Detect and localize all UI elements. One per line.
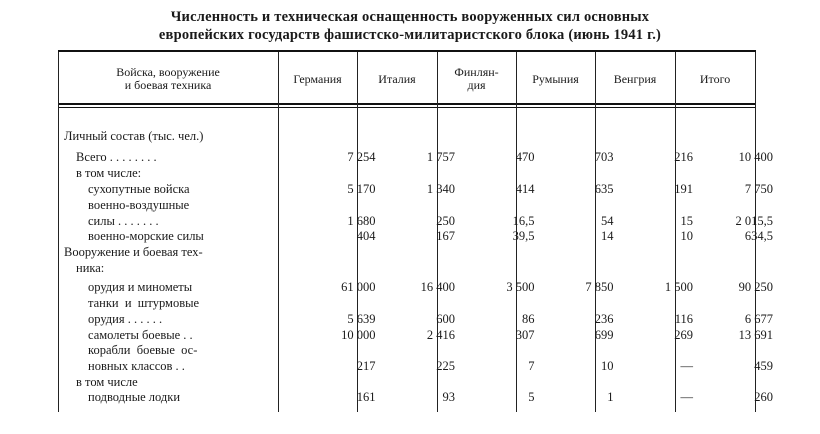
cell-value: 1 340 xyxy=(426,182,455,196)
cell-value: 2 015,5 xyxy=(735,214,773,228)
table-row xyxy=(60,165,760,181)
cell-value: 14 xyxy=(601,229,614,243)
cell-value: 161 xyxy=(356,390,376,404)
row-label: Вооружение и боевая тех- xyxy=(64,245,203,259)
cell-value: 250 xyxy=(436,214,455,228)
cell-value: 7 850 xyxy=(585,280,614,294)
cell-value: 10 xyxy=(601,359,614,373)
table-title-line-1: Численность и техническая оснащенность вооруженных сил основных xyxy=(170,9,650,25)
cell-value: 703 xyxy=(594,150,614,164)
cell-value: 191 xyxy=(674,182,693,196)
cell-value: 7 254 xyxy=(347,150,376,164)
row-label: подводные лодки xyxy=(88,390,181,404)
cell-value: 86 xyxy=(522,312,535,326)
cell-value: 13 691 xyxy=(738,328,773,342)
cell-value: 10 xyxy=(680,229,693,243)
table-row xyxy=(60,197,760,213)
cell-value: 470 xyxy=(515,150,535,164)
cell-value: 1 xyxy=(607,390,614,404)
cell-value: 10 400 xyxy=(738,150,773,164)
table-row xyxy=(60,260,760,276)
row-label: самолеты боевые . . xyxy=(88,328,193,342)
table-row xyxy=(60,244,760,260)
table-row xyxy=(60,128,760,144)
cell-value: 600 xyxy=(436,312,455,326)
cell-value: 1 757 xyxy=(426,150,455,164)
table-title-line-2: европейских государств фашистско-милитаристского блока (июнь 1941 г.) xyxy=(158,27,662,43)
cell-value: 404 xyxy=(356,229,376,243)
cell-value: 699 xyxy=(594,328,614,342)
cell-value: 39,5 xyxy=(512,229,535,243)
column-header: Итого xyxy=(699,71,731,86)
cell-value: 635 xyxy=(594,182,614,196)
cell-value: 61 000 xyxy=(341,280,376,294)
cell-value: 634,5 xyxy=(744,229,773,243)
table-row xyxy=(60,374,760,390)
cell-value: 225 xyxy=(436,359,455,373)
table-row xyxy=(60,311,773,327)
table-row xyxy=(60,327,773,343)
cell-value: 459 xyxy=(754,359,773,373)
table-row xyxy=(60,358,773,374)
cell-value: 307 xyxy=(515,328,535,342)
row-label: силы . . . . . . . xyxy=(88,214,159,228)
row-label: в том числе xyxy=(76,375,138,389)
row-label: Личный состав (тыс. чел.) xyxy=(64,129,204,143)
cell-value: 7 750 xyxy=(744,182,773,196)
cell-value: 2 416 xyxy=(426,328,455,342)
cell-value: 216 xyxy=(674,150,693,164)
cell-value: 7 xyxy=(528,359,535,373)
column-header: Италия xyxy=(378,71,416,86)
top-rule xyxy=(58,50,756,52)
column-header: Германия xyxy=(293,71,342,86)
table-row xyxy=(60,228,773,244)
header-rule xyxy=(58,103,756,105)
column-divider xyxy=(58,52,59,412)
table-row xyxy=(60,295,760,311)
row-label: сухопутные войска xyxy=(88,182,190,196)
row-label: в том числе: xyxy=(76,166,142,180)
cell-value: 93 xyxy=(442,390,455,404)
row-label: орудия . . . . . . xyxy=(88,312,163,326)
cell-value: 16,5 xyxy=(512,214,535,228)
column-header: Финлян- дия xyxy=(454,65,499,92)
cell-value: 217 xyxy=(356,359,376,373)
cell-value: 90 250 xyxy=(738,280,773,294)
cell-value: — xyxy=(680,359,693,373)
cell-value: 16 400 xyxy=(420,280,455,294)
table-row xyxy=(60,213,773,229)
table-row xyxy=(60,149,773,165)
cell-value: 414 xyxy=(515,182,535,196)
cell-value: 3 500 xyxy=(506,280,535,294)
table-row xyxy=(60,279,773,295)
row-label: военно-воздушные xyxy=(88,198,190,212)
column-header: Венгрия xyxy=(613,71,657,86)
row-label: военно-морские силы xyxy=(88,229,204,243)
cell-value: 5 xyxy=(528,390,535,404)
header-rule-thin xyxy=(58,107,756,108)
cell-value: 116 xyxy=(674,312,693,326)
cell-value: 5 170 xyxy=(347,182,376,196)
row-label: новных классов . . xyxy=(88,359,185,373)
table-row xyxy=(60,181,773,197)
cell-value: 5 639 xyxy=(347,312,376,326)
cell-value: 10 000 xyxy=(341,328,376,342)
cell-value: 1 500 xyxy=(664,280,693,294)
cell-value: 167 xyxy=(436,229,455,243)
row-label: Всего . . . . . . . . xyxy=(76,150,157,164)
cell-value: 269 xyxy=(674,328,693,342)
cell-value: 260 xyxy=(754,390,773,404)
row-label: корабли боевые ос- xyxy=(88,343,198,357)
cell-value: 54 xyxy=(601,214,614,228)
cell-value: 6 677 xyxy=(744,312,773,326)
cell-value: 1 680 xyxy=(347,214,376,228)
table-row xyxy=(60,389,773,405)
column-header: Румыния xyxy=(532,71,579,86)
cell-value: 15 xyxy=(680,214,693,228)
row-label: танки и штурмовые xyxy=(88,296,200,310)
row-label: ника: xyxy=(76,261,105,275)
cell-value: — xyxy=(680,390,693,404)
cell-value: 236 xyxy=(594,312,614,326)
column-header: Войска, вооружение и боевая техника xyxy=(116,65,220,92)
table-row xyxy=(60,342,760,358)
row-label: орудия и минометы xyxy=(88,280,193,294)
